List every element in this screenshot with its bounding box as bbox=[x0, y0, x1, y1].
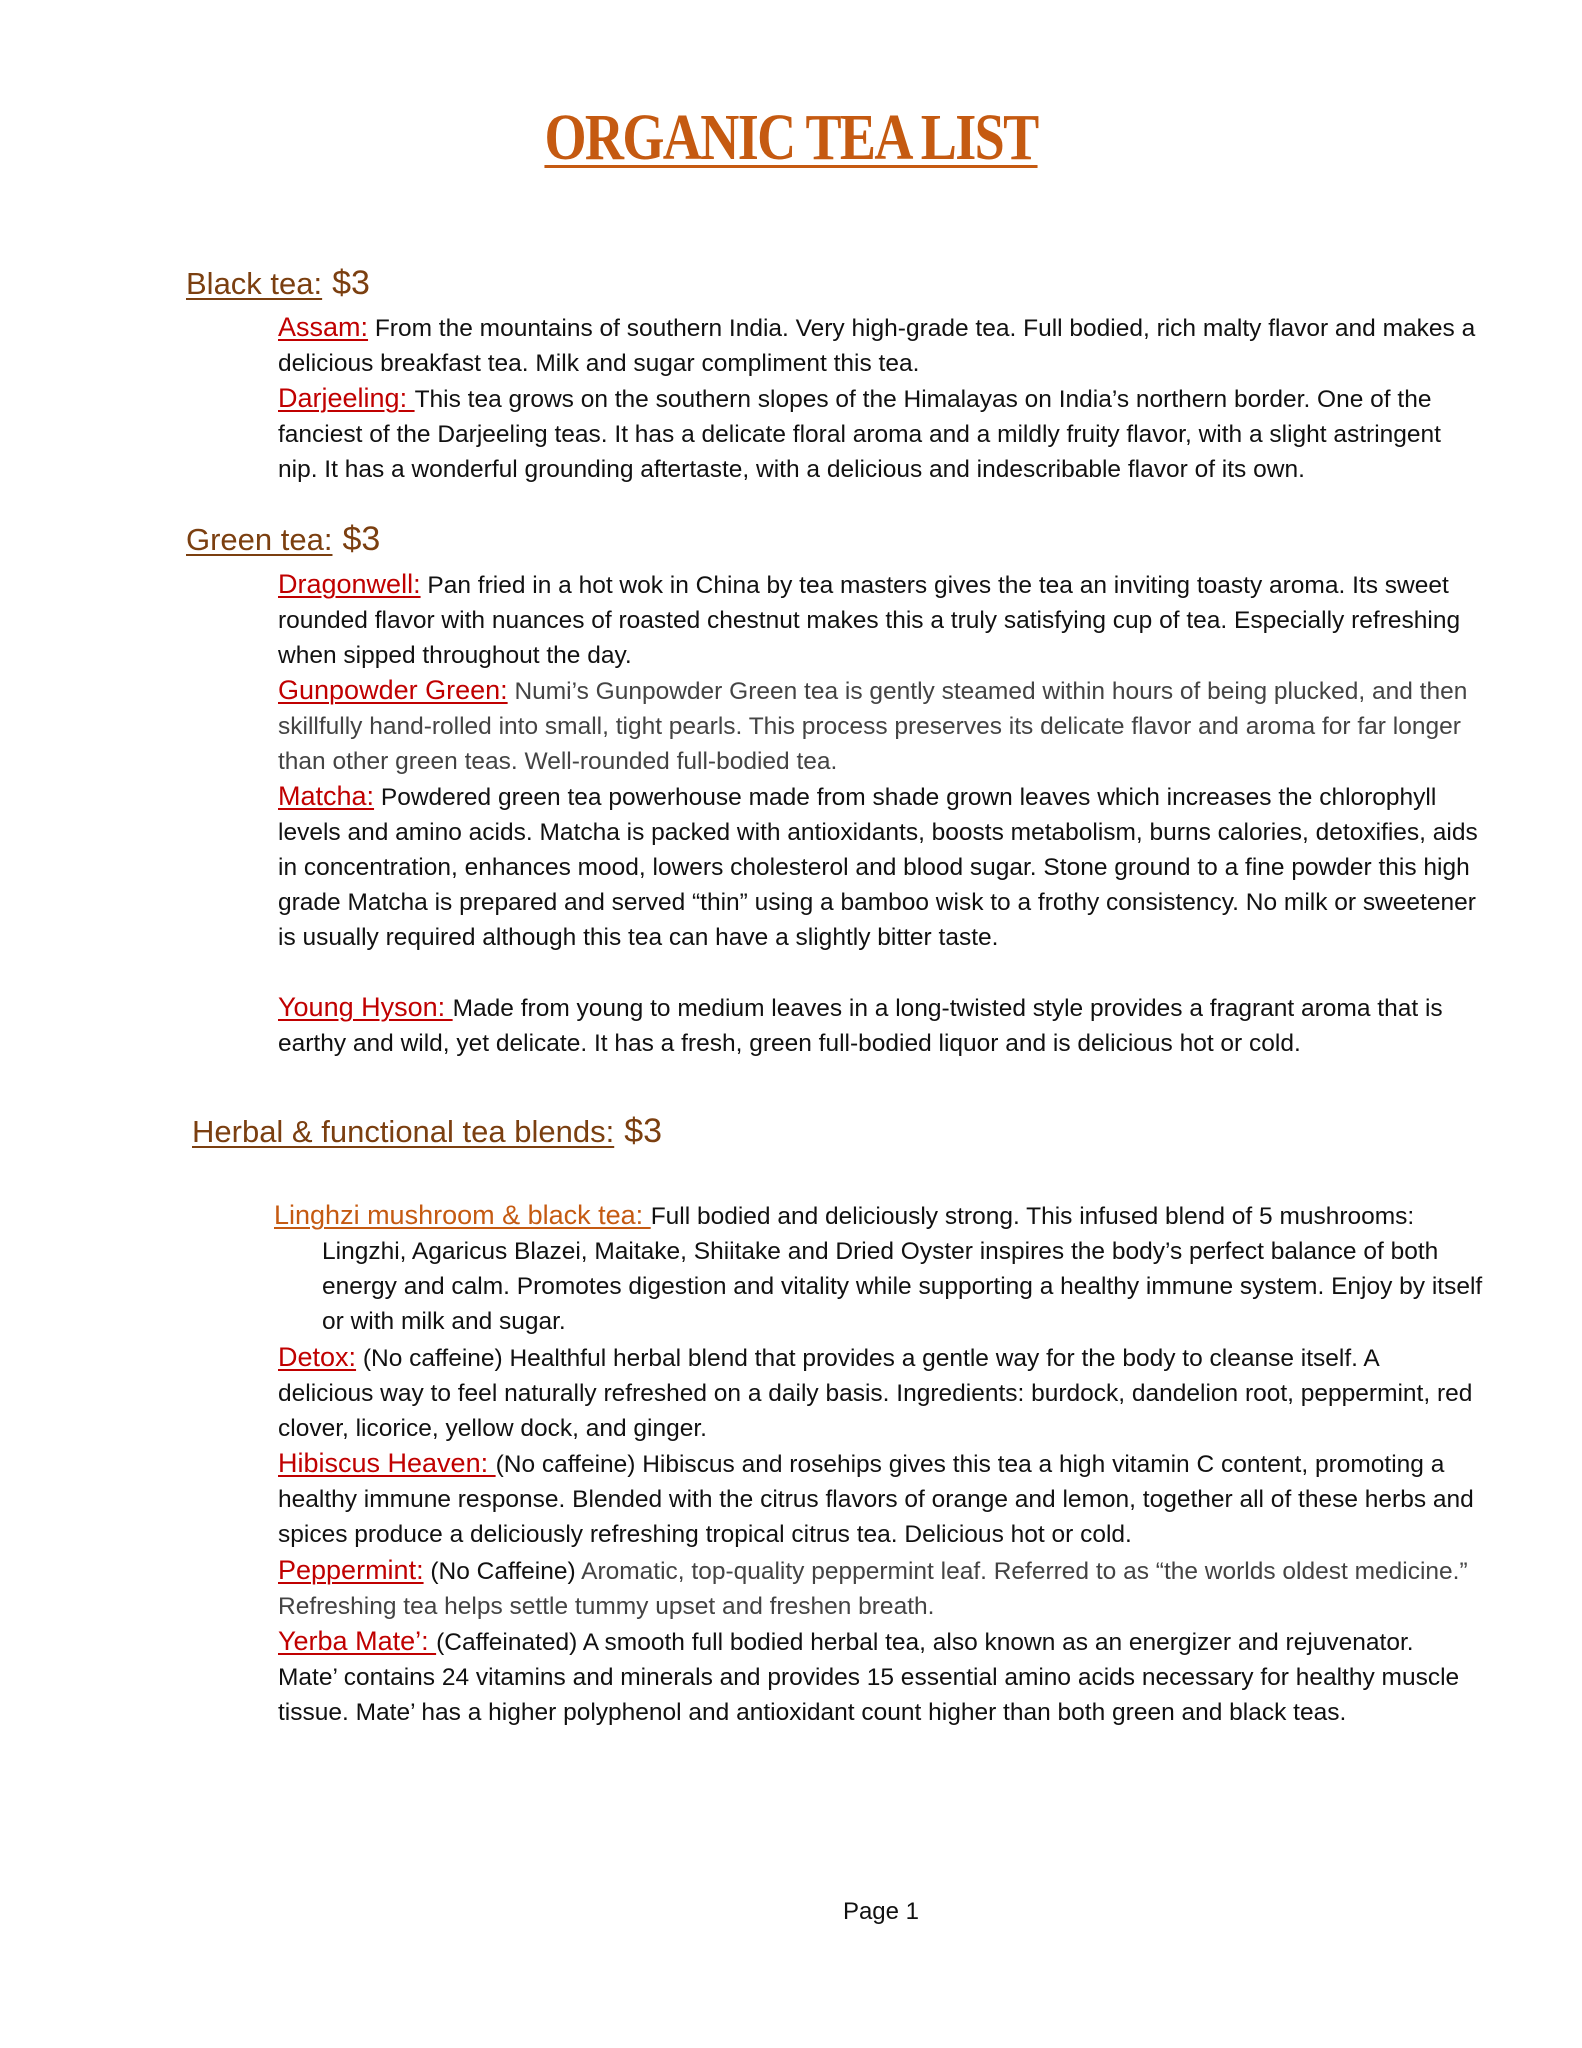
page-title: ORGANIC TEA LIST bbox=[544, 101, 1038, 174]
section-price: $3 bbox=[624, 1112, 663, 1150]
tea-item-young-hyson bbox=[278, 990, 1478, 1061]
tea-description: Lingzhi, Agaricus Blazei, Maitake, Shiitake and Dried Oyster inspires the body’s perfect balance of both energy and calm. Promotes digestion and vitality while supporting a healthy immune system. Enjoy by itself or with milk and sugar. bbox=[322, 1238, 1483, 1335]
tea-item-darjeeling bbox=[278, 381, 1478, 487]
tea-description: (No caffeine) Hibiscus and rosehips gives this tea a high vitamin C content, promoting a healthy immune response. Blended with the citrus flavors of orange and lemon, together all of these herbs and spices produce a deliciously refreshing tropical citrus tea. Delicious hot or cold. bbox=[278, 1451, 1474, 1548]
tea-item-linghzi bbox=[274, 1198, 1484, 1339]
tea-name: Hibiscus Heaven: bbox=[278, 1448, 496, 1478]
tea-description: Powdered green tea powerhouse made from shade grown leaves which increases the chlorophyll levels and amino acids. Matcha is packed with antioxidants, boosts metabolism, burns calories, detoxifies, aids in concentration, enhances mood, lowers cholesterol and blood sugar. Stone ground to a fine powder this high grade Matcha is prepared and served “thin” using a bamboo wisk to a frothy consistency. No milk or sweetener is usually required although this tea can have a slightly bitter taste. bbox=[278, 784, 1478, 951]
section-heading-black-tea bbox=[186, 264, 370, 303]
section-price: $3 bbox=[342, 520, 381, 558]
tea-description: From the mountains of southern India. Very high-grade tea. Full bodied, rich malty flavor and makes a delicious breakfast tea. Milk and sugar compliment this tea. bbox=[278, 315, 1476, 377]
tea-description: (No caffeine) Healthful herbal blend that provides a gentle way for the body to cleanse itself. A delicious way to feel naturally refreshed on a daily basis. Ingredients: burdock, dandelion root, peppermint, red clover, licorice, yellow dock, and ginger. bbox=[278, 1345, 1473, 1442]
tea-description: Numi’s Gunpowder Green tea is gently steamed within hours of being plucked, and then skillfully hand-rolled into small, tight pearls. This process preserves its delicate flavor and aroma for far longer than other green teas. Well-rounded full-bodied tea. bbox=[278, 678, 1468, 775]
tea-item-hibiscus-heaven bbox=[278, 1446, 1478, 1552]
tea-description: This tea grows on the southern slopes of the Himalayas on India’s northern border. One of the fanciest of the Darjeeling teas. It has a delicate floral aroma and a mildly fruity flavor, with a slight astringent nip. It has a wonderful grounding aftertaste, with a delicious and indescribable flavor of its own. bbox=[278, 386, 1441, 483]
tea-description: Aromatic, top-quality peppermint leaf. Referred to as “the worlds oldest medicine.” Refreshing tea helps settle tummy upset and freshen breath. bbox=[278, 1558, 1468, 1620]
tea-item-peppermint bbox=[278, 1553, 1478, 1624]
tea-name: Peppermint: bbox=[278, 1555, 424, 1585]
section-heading-green-tea bbox=[186, 520, 380, 559]
tea-item-gunpowder-green bbox=[278, 673, 1478, 779]
tea-name: Gunpowder Green: bbox=[278, 675, 508, 705]
section-price: $3 bbox=[332, 264, 370, 302]
page-number: Page 1 bbox=[842, 1898, 920, 1925]
section-name: Green tea: bbox=[186, 522, 333, 557]
section-name: Herbal & functional tea blends: bbox=[192, 1114, 615, 1149]
tea-description: Pan fried in a hot wok in China by tea masters gives the tea an inviting toasty aroma. Its sweet rounded flavor with nuances of roasted chestnut makes this a truly satisfying cup of tea. Especially refreshing when sipped throughout the day. bbox=[278, 572, 1461, 669]
tea-description: (Caffeinated) A smooth full bodied herbal tea, also known as an energizer and rejuvenator. Mate’ contains 24 vitamins and minerals and provides 15 essential amino acids necessary for healthy muscle tissue. Mate’ has a higher polyphenol and antioxidant count higher than both green and black teas. bbox=[278, 1629, 1460, 1726]
tea-name: Assam: bbox=[278, 312, 369, 342]
tea-item-dragonwell bbox=[278, 567, 1478, 673]
tea-item-assam bbox=[278, 310, 1478, 381]
tea-description: Made from young to medium leaves in a long-twisted style provides a fragrant aroma that is earthy and wild, yet delicate. It has a fresh, green full-bodied liquor and is delicious hot or cold. bbox=[278, 995, 1443, 1057]
section-heading-herbal bbox=[192, 1112, 662, 1151]
tea-caffeine-note: (No Caffeine) bbox=[430, 1558, 576, 1585]
tea-name: Young Hyson: bbox=[278, 992, 453, 1022]
tea-name: Linghzi mushroom & black tea: bbox=[274, 1200, 651, 1230]
tea-name: Dragonwell: bbox=[278, 569, 421, 599]
tea-description-first-line: Full bodied and deliciously strong. This infused blend of 5 mushrooms: bbox=[650, 1203, 1415, 1230]
tea-name: Darjeeling: bbox=[278, 383, 415, 413]
tea-name: Matcha: bbox=[278, 781, 375, 811]
tea-item-matcha bbox=[278, 779, 1478, 955]
tea-name: Yerba Mate’: bbox=[278, 1626, 437, 1656]
section-name: Black tea: bbox=[186, 266, 323, 301]
tea-item-detox bbox=[278, 1340, 1478, 1446]
tea-item-yerba-mate bbox=[278, 1624, 1478, 1730]
tea-name: Detox: bbox=[278, 1342, 357, 1372]
